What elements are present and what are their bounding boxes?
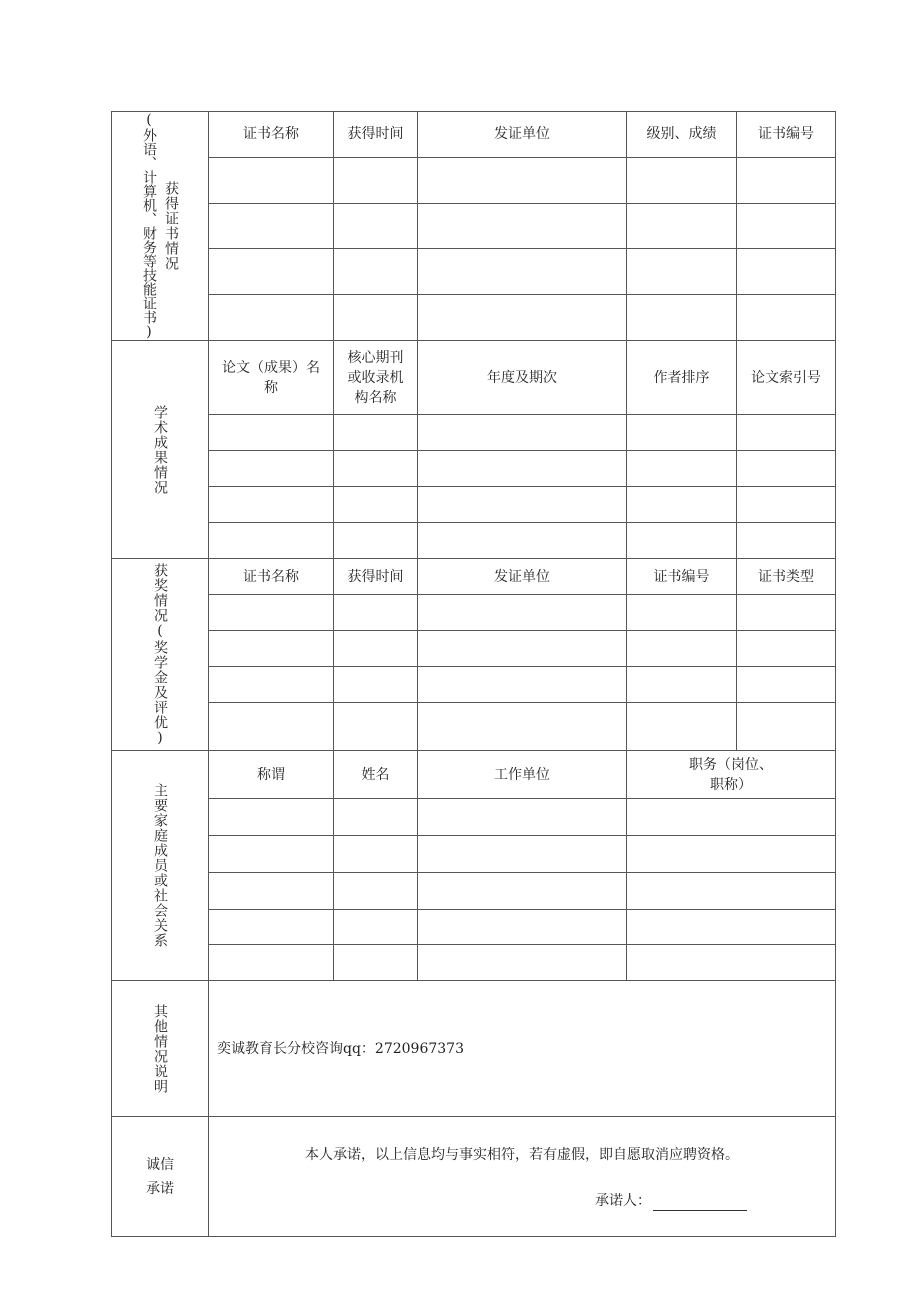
input-cell[interactable] [627,415,737,451]
input-cell[interactable] [737,415,836,451]
certificates-sublabel: (外语、计算机、财务等技能证书) [141,112,157,340]
table-row [112,799,836,836]
input-cell[interactable] [334,157,418,203]
award-header-issuer: 发证单位 [418,559,627,595]
input-cell[interactable] [209,487,334,523]
family-section-label [112,751,209,981]
input-cell[interactable] [209,667,334,703]
table-row [112,595,836,631]
promise-content [209,1117,836,1237]
input-cell[interactable] [418,595,627,631]
input-cell[interactable] [627,799,836,836]
award-header-type: 证书类型 [737,559,836,595]
input-cell[interactable] [627,910,836,945]
input-cell[interactable] [209,799,334,836]
input-cell[interactable] [334,910,418,945]
table-row [112,910,836,945]
table-row [112,203,836,249]
input-cell[interactable] [209,595,334,631]
input-cell[interactable] [418,249,627,295]
family-header-name: 姓名 [334,751,418,799]
input-cell[interactable] [627,487,737,523]
signer-block [595,1191,747,1211]
table-row [112,295,836,341]
input-cell[interactable] [334,415,418,451]
academic-header-index: 论文索引号 [737,341,836,415]
input-cell[interactable] [334,487,418,523]
input-cell[interactable] [209,203,334,249]
cert-header-number: 证书编号 [737,112,836,158]
input-cell[interactable] [334,799,418,836]
certificates-section-label [112,112,209,341]
input-cell[interactable] [418,487,627,523]
input-cell[interactable] [627,157,737,203]
table-row [112,667,836,703]
input-cell[interactable] [334,451,418,487]
input-cell[interactable] [334,873,418,910]
award-header-date: 获得时间 [334,559,418,595]
family-header-relation: 称谓 [209,751,334,799]
promise-statement: 本人承诺，以上信息均与事实相符，若有虚假，即自愿取消应聘资格。 [305,1147,739,1163]
input-cell[interactable] [209,945,334,981]
family-header-position: 职务（岗位、职称） [627,751,836,799]
input-cell[interactable] [209,873,334,910]
input-cell[interactable] [209,703,334,751]
input-cell[interactable] [209,836,334,873]
family-label: 主要家庭成员或社会关系 [152,783,168,948]
table-row [112,157,836,203]
input-cell[interactable] [418,451,627,487]
input-cell[interactable] [627,203,737,249]
academic-header-issue: 年度及期次 [418,341,627,415]
other-text[interactable]: 奕诚教育长分校咨询qq：2720967373 [209,981,836,1117]
input-cell[interactable] [334,249,418,295]
input-cell[interactable] [737,523,836,559]
cert-header-level: 级别、成绩 [627,112,737,158]
academic-header-journal: 核心期刊或收录机构名称 [334,341,418,415]
input-cell[interactable] [627,249,737,295]
input-cell[interactable] [209,910,334,945]
input-cell[interactable] [418,910,627,945]
cert-header-name: 证书名称 [209,112,334,158]
input-cell[interactable] [209,451,334,487]
input-cell[interactable] [627,451,737,487]
input-cell[interactable] [627,945,836,981]
family-header-employer: 工作单位 [418,751,627,799]
table-row [112,487,836,523]
award-header-number: 证书编号 [627,559,737,595]
input-cell[interactable] [334,631,418,667]
input-cell[interactable] [627,703,737,751]
input-cell[interactable] [334,703,418,751]
signer-label: 承诺人： [595,1193,651,1209]
input-cell[interactable] [627,836,836,873]
input-cell[interactable] [418,295,627,341]
input-cell[interactable] [627,295,737,341]
input-cell[interactable] [418,836,627,873]
input-cell[interactable] [334,523,418,559]
input-cell[interactable] [418,703,627,751]
input-cell[interactable] [418,157,627,203]
input-cell[interactable] [334,945,418,981]
input-cell[interactable] [209,249,334,295]
input-cell[interactable] [418,945,627,981]
input-cell[interactable] [418,799,627,836]
table-row [112,631,836,667]
award-header-name: 证书名称 [209,559,334,595]
table-row [112,836,836,873]
input-cell[interactable] [737,295,836,341]
academic-section-label [112,341,209,559]
table-row [112,415,836,451]
input-cell[interactable] [737,595,836,631]
input-cell[interactable] [627,631,737,667]
input-cell[interactable] [737,157,836,203]
input-cell[interactable] [334,595,418,631]
input-cell[interactable] [418,667,627,703]
input-cell[interactable] [737,631,836,667]
input-cell[interactable] [627,595,737,631]
cert-header-issuer: 发证单位 [418,112,627,158]
awards-section-label [112,559,209,751]
input-cell[interactable] [737,667,836,703]
other-section-label [112,981,209,1117]
signature-line[interactable] [653,1194,747,1211]
input-cell[interactable] [209,157,334,203]
input-cell[interactable] [334,836,418,873]
input-cell[interactable] [737,451,836,487]
input-cell[interactable] [418,631,627,667]
other-label: 其他情况说明 [152,1003,168,1094]
application-form [111,111,836,1237]
table-row [112,249,836,295]
academic-label: 学术成果情况 [152,404,168,495]
input-cell[interactable] [209,295,334,341]
input-cell[interactable] [334,667,418,703]
input-cell[interactable] [418,415,627,451]
input-cell[interactable] [737,703,836,751]
input-cell[interactable] [737,203,836,249]
certificates-label: 获得证书情况 [163,181,179,271]
input-cell[interactable] [209,415,334,451]
table-row [112,523,836,559]
table-row [112,703,836,751]
promise-label-line1: 诚信 [146,1156,174,1173]
input-cell[interactable] [627,667,737,703]
input-cell[interactable] [209,523,334,559]
input-cell[interactable] [209,631,334,667]
promise-label-line2: 承诺 [146,1180,174,1197]
academic-header-title: 论文（成果）名称 [209,341,334,415]
input-cell[interactable] [627,873,836,910]
cert-header-date: 获得时间 [334,112,418,158]
input-cell[interactable] [418,523,627,559]
table-row [112,945,836,981]
input-cell[interactable] [627,523,737,559]
academic-header-author-order: 作者排序 [627,341,737,415]
awards-label: 获奖情况(奖学金及评优) [152,562,168,747]
input-cell[interactable] [334,203,418,249]
table-row [112,451,836,487]
input-cell[interactable] [418,873,627,910]
input-cell[interactable] [737,487,836,523]
promise-section-label [112,1117,209,1237]
input-cell[interactable] [418,203,627,249]
input-cell[interactable] [737,249,836,295]
table-row [112,873,836,910]
input-cell[interactable] [334,295,418,341]
